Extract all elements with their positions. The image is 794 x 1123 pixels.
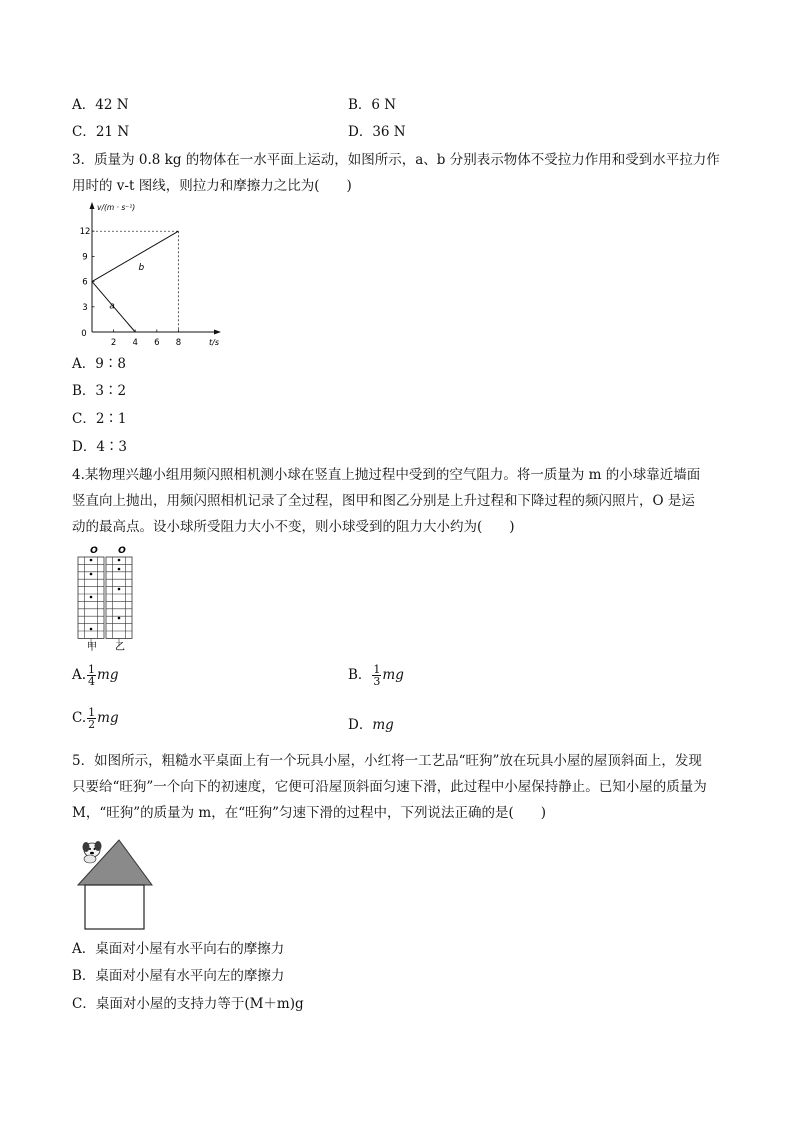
ball-jia-0 [90,559,93,562]
series-label-b: b [138,262,145,273]
ball-jia-3 [90,628,93,631]
q5-option-b: B．桌面对小屋有水平向左的摩擦力 [72,968,285,984]
q4-label-o-right: O [118,546,126,556]
q4-label-jia: 甲 [87,642,97,653]
y-tick-label-9: 9 [82,252,88,263]
q2-option-d: D．36 N [348,124,406,140]
q4-stem-line2: 竖直向上抛出，用频闪照相机记录了全过程，图甲和图乙分别是上升过程和下降过程的频闪照片，O 是运 [72,493,695,509]
q4-option-d: D．mg [348,717,394,733]
y-tick-label-3: 3 [82,302,88,313]
series-label-a: a [109,301,115,312]
ball-yi-0 [118,559,121,562]
q4-option-b: B． $\frac{1}{3}$ mg [348,663,404,688]
q5-option-a: A．桌面对小屋有水平向右的摩擦力 [72,941,285,957]
q2-option-b: B．6 N [348,97,397,113]
q5-stem-line2: 只要给“旺狗”一个向下的初速度，它便可沿屋顶斜面匀速下滑，此过程中小屋保持静止。已知小屋的质量为 [72,779,707,795]
dog-icon [83,841,102,863]
y-tick-label-12: 12 [79,227,91,238]
ball-yi-2 [118,588,121,591]
ball-jia-2 [90,596,93,599]
series-line-b [92,231,178,281]
x-tick-label-6: 6 [154,338,160,348]
ball-yi-1 [118,568,121,571]
q5-toy-house-figure [72,833,172,933]
q4-option-c: C. $\frac{1}{2}$ mg [72,706,119,731]
y-axis-arrow [90,202,95,209]
q4-label-yi: 乙 [115,642,125,653]
q3-stem-line1: 3．质量为 0.8 kg 的物体在一水平面上运动，如图所示，a、b 分别表示物体不受拉力作用和受到水平拉力作 [72,152,720,168]
q3-stem-line2: 用时的 v-t 图线，则拉力和摩擦力之比为( ) [72,178,352,194]
x-axis-arrow [214,330,221,335]
q4-brick-wall-figure [72,543,142,653]
q4-label-o-left: O [90,546,98,556]
q4-stem-line1: 4.某物理兴趣小组用频闪照相机测小球在竖直上抛过程中受到的空气阻力。将一质量为 m 的小球靠近墙面 [72,467,701,483]
q3-vt-chart [72,200,232,350]
q2-option-c: C．21 N [72,124,130,140]
q5-option-c: C．桌面对小屋的支持力等于(M＋m)g [72,996,304,1012]
ball-jia-1 [90,573,93,576]
origin-label: 0 [81,329,87,339]
house-body [85,885,144,929]
q2-option-a: A．42 N [72,97,129,113]
q3-option-d: D．4∶3 [72,439,128,455]
q5-stem-line3: M，“旺狗”的质量为 m，在“旺狗”匀速下滑的过程中，下列说法正确的是( ) [72,805,547,821]
x-tick-label-8: 8 [175,338,182,348]
x-tick-label-2: 2 [110,338,117,348]
q4-stem-line3: 动的最高点。设小球所受阻力大小不变，则小球受到的阻力大小约为( ) [72,519,515,535]
x-axis-label: t/s [209,338,219,347]
q4-option-a: A. $\frac{1}{4}$ mg [72,663,119,688]
ball-yi-3 [118,617,121,620]
y-tick-label-6: 6 [82,277,88,288]
q5-stem-line1: 5．如图所示，粗糙水平桌面上有一个玩具小屋，小红将一工艺品“旺狗”放在玩具小屋的屋顶斜面上，发现 [72,753,702,769]
q3-option-c: C．2∶1 [72,411,127,427]
x-tick-label-4: 4 [132,338,138,348]
y-axis-label: v/(m · s⁻¹) [97,203,136,212]
q3-option-a: A．9∶8 [72,356,126,372]
q3-option-b: B．3∶2 [72,383,127,399]
